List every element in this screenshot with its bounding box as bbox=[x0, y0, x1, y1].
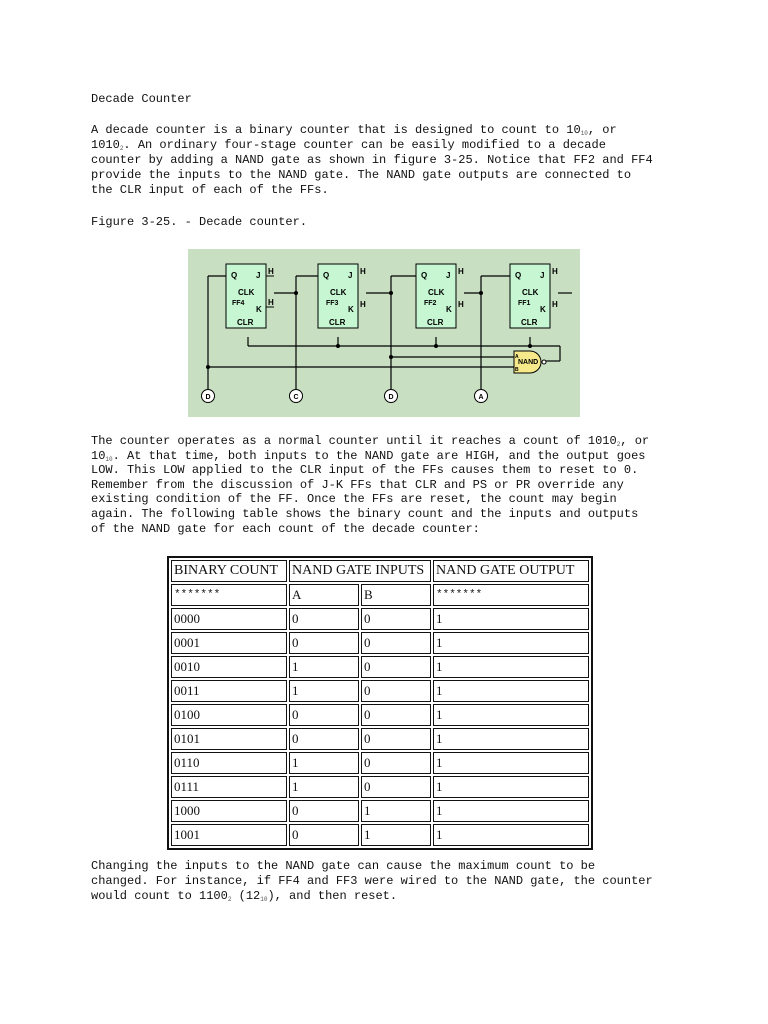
pin-h-label: H bbox=[458, 267, 464, 276]
body-line-5: existing condition of the FF. Once the FFs are reset, the count may begin bbox=[91, 492, 617, 507]
decade-counter-figure bbox=[188, 249, 580, 417]
flip-flop-ff2 bbox=[416, 264, 464, 328]
table-cell: 1 bbox=[361, 800, 431, 822]
table-cell: 1 bbox=[433, 680, 589, 702]
pin-h-label: H bbox=[552, 300, 558, 309]
table-cell: 1 bbox=[433, 824, 589, 846]
table-cell: 1 bbox=[433, 776, 589, 798]
table-cell: 1 bbox=[433, 632, 589, 654]
table-cell: 0001 bbox=[171, 632, 287, 654]
table-row bbox=[171, 776, 589, 798]
table-cell: 0110 bbox=[171, 752, 287, 774]
table-cell: 1 bbox=[433, 752, 589, 774]
table-cell: 1 bbox=[289, 656, 359, 678]
intro-line-1: A decade counter is a binary counter that is designed to count to 10 bbox=[91, 123, 581, 137]
subscript: 2 bbox=[119, 145, 124, 152]
table-header-row bbox=[171, 560, 589, 582]
pin-clr-label: CLR bbox=[329, 318, 346, 327]
intro-line-1-end: , or bbox=[587, 123, 617, 137]
body-line-1: The counter operates as a normal counter until it reaches a count of 1010 bbox=[91, 434, 617, 448]
output-label: A bbox=[478, 394, 484, 401]
pin-clk-label: CLK bbox=[330, 288, 347, 297]
closing-line-3-mid: (12 bbox=[231, 889, 261, 903]
ff-label: FF2 bbox=[424, 300, 437, 307]
table-cell: 0100 bbox=[171, 704, 287, 726]
body-line-2: 10 bbox=[91, 448, 106, 463]
table-row bbox=[171, 800, 589, 822]
table-cell: B bbox=[361, 584, 431, 606]
subscript: 10 bbox=[105, 455, 113, 463]
intro-line-5: the CLR input of each of the FFs. bbox=[91, 183, 329, 197]
body-line-3: LOW. This LOW applied to the CLR input of the FFs causes them to reset to 0. bbox=[91, 463, 639, 478]
table-cell: 1 bbox=[433, 704, 589, 726]
pin-h-label: H bbox=[268, 298, 274, 307]
pin-k-label: K bbox=[540, 305, 546, 314]
table-cell: 0 bbox=[289, 800, 359, 822]
table-cell: 0 bbox=[289, 704, 359, 726]
pin-k-label: K bbox=[256, 305, 262, 314]
table-row bbox=[171, 632, 589, 654]
intro-line-2: 1010 bbox=[91, 138, 120, 152]
closing-line-1: Changing the inputs to the NAND gate can cause the maximum count to be bbox=[91, 859, 596, 873]
flip-flop-ff4 bbox=[226, 264, 274, 328]
pin-q-label: Q bbox=[421, 271, 428, 280]
column-header: BINARY COUNT bbox=[171, 560, 287, 582]
ff-label: FF4 bbox=[232, 300, 245, 307]
output-terminal-d2 bbox=[385, 390, 398, 403]
table-subheader-row bbox=[171, 584, 589, 606]
table-cell: 0 bbox=[289, 608, 359, 630]
table-cell: 0 bbox=[289, 824, 359, 846]
pin-q-label: Q bbox=[323, 271, 330, 280]
pin-clr-label: CLR bbox=[427, 318, 444, 327]
table-cell: 0 bbox=[361, 704, 431, 726]
table-cell: 0010 bbox=[171, 656, 287, 678]
table-cell: A bbox=[289, 584, 359, 606]
intro-line-3: counter by adding a NAND gate as shown in figure 3-25. Notice that FF2 and FF4 bbox=[91, 153, 653, 167]
page-title: Decade Counter bbox=[91, 92, 192, 106]
output-terminal-c bbox=[290, 390, 303, 403]
body-line-2-end: . At that time, both inputs to the NAND gate are HIGH, and the output goes bbox=[112, 448, 646, 463]
column-header: NAND GATE INPUTS bbox=[289, 560, 431, 582]
subscript: 10 bbox=[580, 130, 588, 137]
output-label: D bbox=[388, 394, 394, 401]
pin-h-label: H bbox=[268, 267, 274, 276]
output-terminal-d bbox=[202, 390, 215, 403]
table-row bbox=[171, 680, 589, 702]
closing-paragraph bbox=[91, 859, 653, 904]
body-paragraph bbox=[91, 434, 649, 536]
nand-input-a-label: A bbox=[515, 354, 519, 360]
table-cell: ******* bbox=[433, 584, 589, 606]
intro-line-4: provide the inputs to the NAND gate. The NAND gate outputs are connected to bbox=[91, 168, 632, 182]
body-line-7: of the NAND gate for each count of the decade counter: bbox=[91, 521, 480, 536]
pin-q-label: Q bbox=[231, 271, 238, 280]
table-cell: 0 bbox=[361, 608, 431, 630]
table-cell: 1 bbox=[289, 776, 359, 798]
table-row bbox=[171, 752, 589, 774]
table-cell: 0 bbox=[361, 752, 431, 774]
pin-q-label: Q bbox=[515, 271, 522, 280]
body-line-1-end: , or bbox=[620, 434, 650, 448]
table-cell: 1000 bbox=[171, 800, 287, 822]
table-row bbox=[171, 608, 589, 630]
intro-paragraph bbox=[91, 123, 691, 198]
nand-gate bbox=[514, 351, 546, 373]
table-cell: 0 bbox=[361, 680, 431, 702]
output-label: D bbox=[205, 394, 211, 401]
pin-h-label: H bbox=[458, 300, 464, 309]
nand-input-b-label: B bbox=[515, 367, 519, 373]
column-header: NAND GATE OUTPUT bbox=[433, 560, 589, 582]
output-terminal-a bbox=[475, 390, 488, 403]
pin-h-label: H bbox=[552, 267, 558, 276]
table-cell: 0 bbox=[289, 728, 359, 750]
table-cell: 1 bbox=[289, 680, 359, 702]
document-page bbox=[91, 92, 691, 230]
table-cell: 0011 bbox=[171, 680, 287, 702]
table-cell: 0 bbox=[361, 776, 431, 798]
pin-h-label: H bbox=[360, 300, 366, 309]
pin-clr-label: CLR bbox=[521, 318, 538, 327]
truth-table-container bbox=[167, 556, 593, 850]
ff-label: FF1 bbox=[518, 300, 531, 307]
pin-j-label: J bbox=[348, 271, 353, 280]
closing-line-3-end: ), and then reset. bbox=[267, 889, 398, 903]
pin-clk-label: CLK bbox=[238, 288, 255, 297]
table-cell: ******* bbox=[171, 584, 287, 606]
table-row bbox=[171, 656, 589, 678]
table-cell: 1 bbox=[433, 728, 589, 750]
subscript: 10 bbox=[260, 896, 268, 903]
figure-caption: Figure 3-25. - Decade counter. bbox=[91, 215, 308, 229]
closing-line-3: would count to 1100 bbox=[91, 889, 228, 903]
table-cell: 1 bbox=[433, 800, 589, 822]
table-cell: 0 bbox=[361, 656, 431, 678]
output-label: C bbox=[293, 394, 299, 401]
subscript: 2 bbox=[616, 441, 621, 448]
truth-table bbox=[167, 556, 593, 850]
pin-j-label: J bbox=[446, 271, 451, 280]
decade-counter-diagram bbox=[188, 249, 580, 417]
table-cell: 1 bbox=[433, 656, 589, 678]
flip-flop-ff3 bbox=[318, 264, 366, 328]
table-cell: 0000 bbox=[171, 608, 287, 630]
pin-clr-label: CLR bbox=[237, 318, 254, 327]
closing-line-2: changed. For instance, if FF4 and FF3 were wired to the NAND gate, the counter bbox=[91, 874, 653, 888]
pin-clk-label: CLK bbox=[522, 288, 539, 297]
table-cell: 0101 bbox=[171, 728, 287, 750]
body-line-4: Remember from the discussion of J-K FFs that CLR and PS or PR override any bbox=[91, 477, 624, 492]
table-cell: 0 bbox=[361, 728, 431, 750]
flip-flop-ff1 bbox=[510, 264, 558, 328]
table-cell: 0 bbox=[361, 632, 431, 654]
table-row bbox=[171, 728, 589, 750]
body-line-6: again. The following table shows the binary count and the inputs and outputs bbox=[91, 506, 639, 521]
table-cell: 1 bbox=[433, 608, 589, 630]
table-cell: 0111 bbox=[171, 776, 287, 798]
nand-label: NAND bbox=[518, 359, 539, 366]
ff-label: FF3 bbox=[326, 300, 339, 307]
pin-k-label: K bbox=[446, 305, 452, 314]
pin-k-label: K bbox=[348, 305, 354, 314]
pin-j-label: J bbox=[540, 271, 545, 280]
intro-line-2-end: . An ordinary four-stage counter can be easily modified to a decade bbox=[123, 138, 606, 152]
pin-clk-label: CLK bbox=[428, 288, 445, 297]
table-row bbox=[171, 704, 589, 726]
table-row bbox=[171, 824, 589, 846]
pin-h-label: H bbox=[360, 267, 366, 276]
pin-j-label: J bbox=[256, 271, 261, 280]
table-cell: 0 bbox=[289, 632, 359, 654]
subscript: 2 bbox=[227, 896, 232, 903]
table-cell: 1001 bbox=[171, 824, 287, 846]
table-cell: 1 bbox=[289, 752, 359, 774]
table-cell: 1 bbox=[361, 824, 431, 846]
